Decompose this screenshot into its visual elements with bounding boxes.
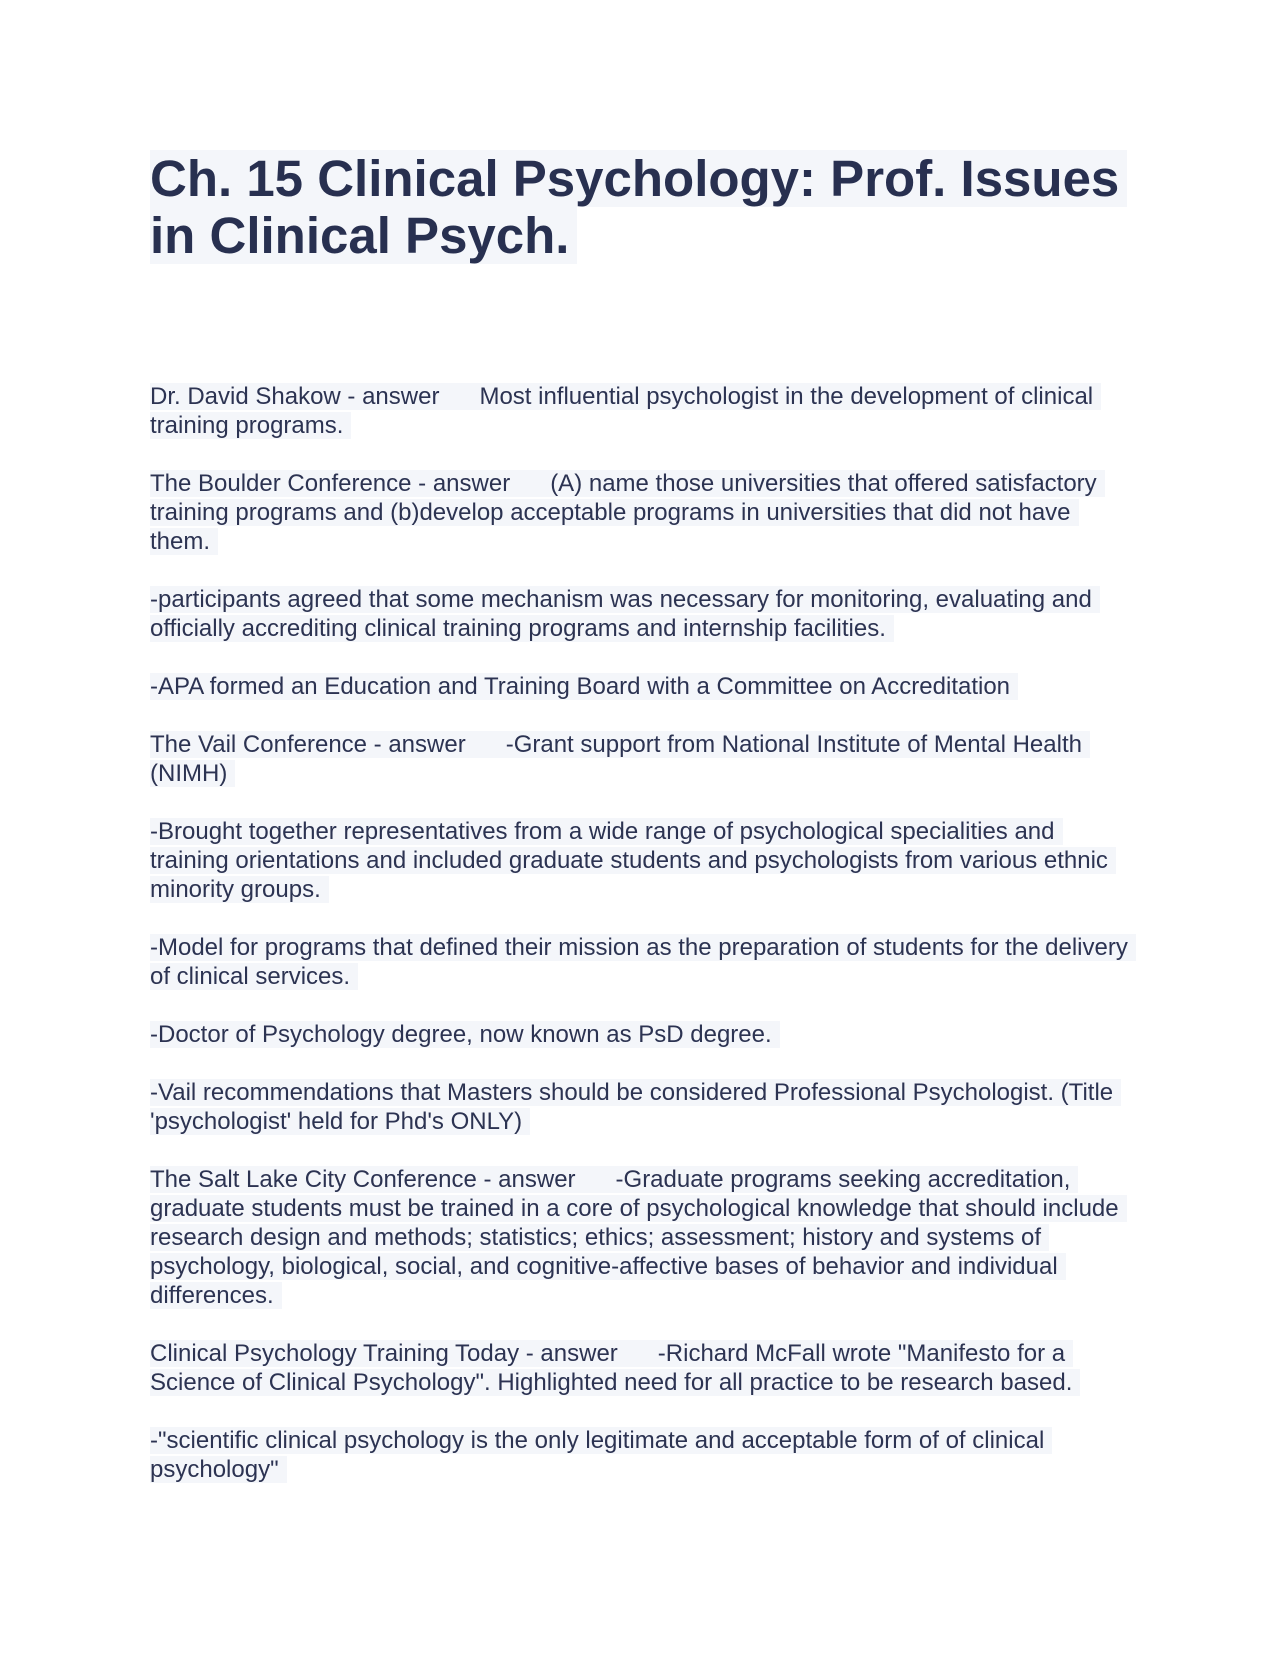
paragraph-salt-lake xyxy=(150,1165,1130,1310)
document-body xyxy=(150,382,1130,1484)
definition: -participants agreed that some mechanism was necessary for monitoring, evaluating and officially accrediting clinical training programs and internship facilities. xyxy=(150,586,1100,642)
definition: -Doctor of Psychology degree, now known as PsD degree. xyxy=(150,1021,780,1048)
term: The Salt Lake City Conference - answer xyxy=(150,1166,576,1193)
definition: -Vail recommendations that Masters should be considered Professional Psychologist. (Title 'psychologist' held for Phd's ONLY) xyxy=(150,1079,1121,1135)
definition: -"scientific clinical psychology is the only legitimate and acceptable form of of clinical psychology" xyxy=(150,1427,1052,1483)
paragraph-vail-representatives xyxy=(150,817,1130,904)
paragraph-scientific-quote xyxy=(150,1426,1130,1484)
definition: -Model for programs that defined their mission as the preparation of students for the delivery of clinical services. xyxy=(150,934,1136,990)
definition: -APA formed an Education and Training Board with a Committee on Accreditation xyxy=(150,673,1018,700)
paragraph-boulder-apa xyxy=(150,672,1130,701)
paragraph-boulder xyxy=(150,469,1130,556)
definition: -Richard McFall wrote "Manifesto for a Science of Clinical Psychology". Highlighted need for all practice to be research based. xyxy=(150,1340,1073,1396)
term: Dr. David Shakow - answer xyxy=(150,383,440,410)
document-title-text: Ch. 15 Clinical Psychology: Prof. Issues in Clinical Psych. xyxy=(150,150,1127,264)
term: The Vail Conference - answer xyxy=(150,731,466,758)
paragraph-vail-psd xyxy=(150,1020,1130,1049)
paragraph-vail-model xyxy=(150,933,1130,991)
definition: -Grant support from National Institute of Mental Health (NIMH) xyxy=(150,731,1082,787)
term: The Boulder Conference - answer xyxy=(150,470,511,497)
document-title xyxy=(150,150,1130,264)
definition: -Brought together representatives from a wide range of psychological specialities and training orientations and included graduate students and psychologists from various ethnic minority groups. xyxy=(150,818,1116,903)
term: Clinical Psychology Training Today - answer xyxy=(150,1340,618,1367)
paragraph-vail-masters xyxy=(150,1078,1130,1136)
paragraph-training-today xyxy=(150,1339,1130,1397)
definition: (A) name those universities that offered satisfactory training programs and (b)develop acceptable programs in universities that did not have them. xyxy=(150,470,1097,555)
definition: Most influential psychologist in the development of clinical training programs. xyxy=(150,383,1094,439)
document-page xyxy=(150,150,1130,1513)
definition: -Graduate programs seeking accreditation, graduate students must be trained in a core of psychological knowledge that should include research design and methods; statistics; ethics; assessment; history and systems of psychology, biological, social, and cognitive-affective bases of behavior and individual differences. xyxy=(150,1166,1119,1309)
paragraph-vail xyxy=(150,730,1130,788)
paragraph-shakow xyxy=(150,382,1130,440)
paragraph-boulder-participants xyxy=(150,585,1130,643)
